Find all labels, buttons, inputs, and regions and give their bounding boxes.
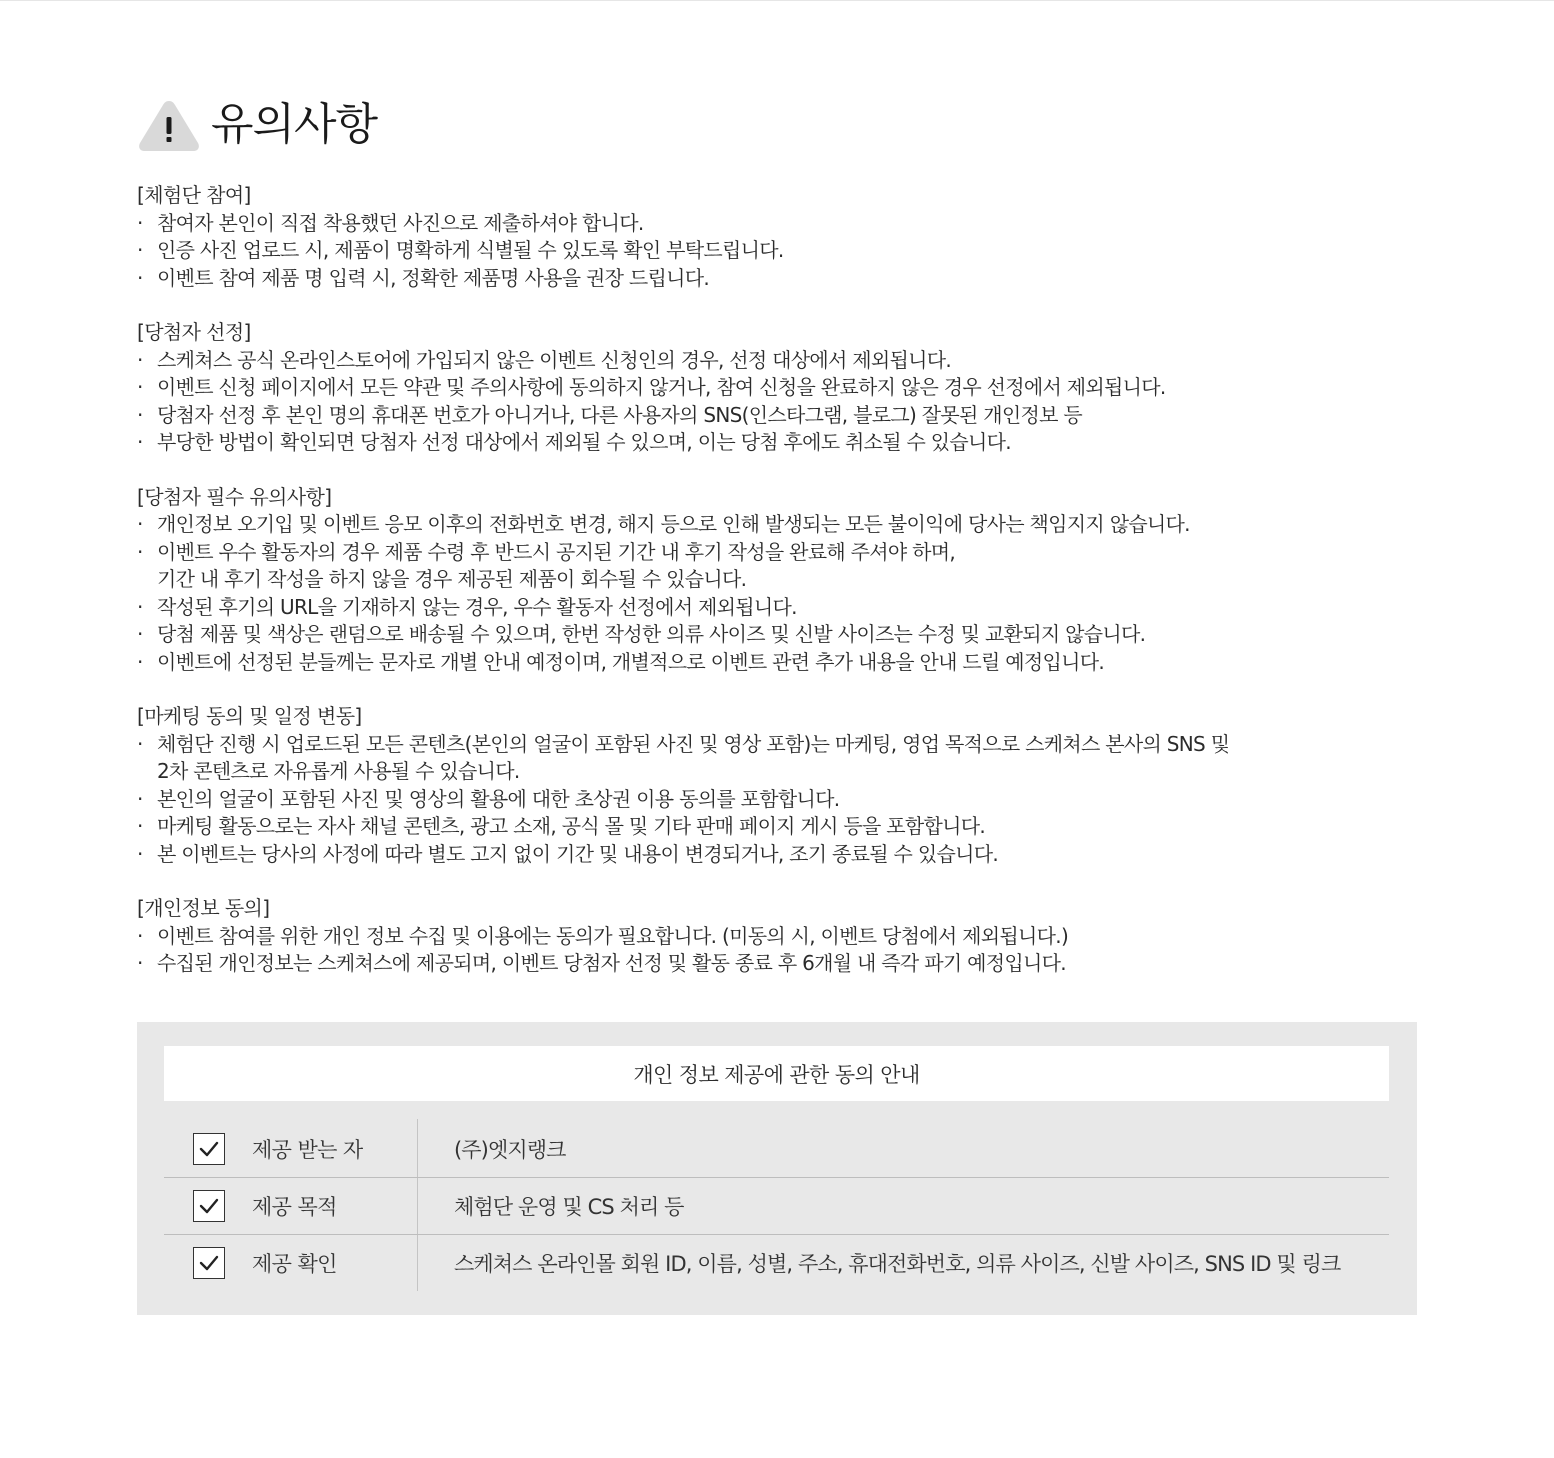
section-list: [137, 347, 1417, 457]
list-item: · 당첨 제품 및 색상은 랜덤으로 배송될 수 있으며, 한번 작성한 의류 사이즈 및 신발 사이즈는 수정 및 교환되지 않습니다.: [137, 621, 1417, 649]
consent-row: [164, 1177, 1389, 1234]
notice-section: [137, 96, 1417, 1005]
list-item: · 당첨자 선정 후 본인 명의 휴대폰 번호가 아니거나, 다른 사용자의 SNS(인스타그램, 블로그) 잘못된 개인정보 등: [137, 402, 1417, 430]
section-title: [체험단 참여]: [137, 183, 251, 207]
warning-icon: [137, 97, 201, 153]
list-item: · 스케쳐스 공식 온라인스토어에 가입되지 않은 이벤트 신청인의 경우, 선정 대상에서 제외됩니다.: [137, 347, 1417, 375]
column-divider: [417, 1235, 418, 1291]
check-icon: [198, 1254, 220, 1272]
section-title: [마케팅 동의 및 일정 변동]: [137, 704, 362, 728]
list-item: · 이벤트 우수 활동자의 경우 제품 수령 후 반드시 공지된 기간 내 후기 작성을 완료해 주셔야 하며, 기간 내 후기 작성을 하지 않을 경우 제공된 제품이 회수될 수 있습니다.: [137, 539, 1417, 594]
column-divider: [417, 1178, 418, 1234]
column-divider: [417, 1119, 418, 1177]
section-title: [개인정보 동의]: [137, 896, 270, 920]
list-item: · 이벤트 참여 제품 명 입력 시, 정확한 제품명 사용을 권장 드립니다.: [137, 265, 1417, 293]
section-title: [당첨자 선정]: [137, 320, 251, 344]
list-item: · 마케팅 활동으로는 자사 채널 콘텐츠, 광고 소재, 공식 몰 및 기타 판매 페이지 게시 등을 포함합니다.: [137, 813, 1417, 841]
consent-value: 체험단 운영 및 CS 처리 등: [454, 1195, 684, 1219]
notice-sections: [137, 182, 1417, 978]
page-title: 유의사항: [211, 99, 378, 150]
list-item: · 수집된 개인정보는 스케쳐스에 제공되며, 이벤트 당첨자 선정 및 활동 종료 후 6개월 내 즉각 파기 예정입니다.: [137, 950, 1417, 978]
notice-section-block: [137, 703, 1417, 868]
list-item: · 개인정보 오기입 및 이벤트 응모 이후의 전화번호 변경, 해지 등으로 인해 발생되는 모든 불이익에 당사는 책임지지 않습니다.: [137, 511, 1417, 539]
consent-row: [164, 1234, 1389, 1291]
list-item: · 이벤트 참여를 위한 개인 정보 수집 및 이용에는 동의가 필요합니다. (미동의 시, 이벤트 당첨에서 제외됩니다.): [137, 923, 1417, 951]
consent-label: 제공 목적: [252, 1195, 337, 1219]
notice-section-block: [137, 484, 1417, 677]
section-list: [137, 923, 1417, 978]
list-item: · 부당한 방법이 확인되면 당첨자 선정 대상에서 제외될 수 있으며, 이는 당첨 후에도 취소될 수 있습니다.: [137, 429, 1417, 457]
consent-table: [164, 1120, 1389, 1291]
section-title: [당첨자 필수 유의사항]: [137, 484, 332, 509]
notice-section-block: [137, 319, 1417, 457]
check-icon: [198, 1140, 220, 1158]
list-item: · 체험단 진행 시 업로드된 모든 콘텐츠(본인의 얼굴이 포함된 사진 및 영상 포함)는 마케팅, 영업 목적으로 스케쳐스 본사의 SNS 및 2차 콘텐츠로 자유롭게 사용될 수 있습니다.: [137, 731, 1417, 786]
list-item: · 이벤트에 선정된 분들께는 문자로 개별 안내 예정이며, 개별적으로 이벤트 관련 추가 내용을 안내 드릴 예정입니다.: [137, 649, 1417, 677]
list-item: · 작성된 후기의 URL을 기재하지 않는 경우, 우수 활동자 선정에서 제외됩니다.: [137, 594, 1417, 622]
notice-heading: [137, 96, 1417, 154]
consent-row: [164, 1120, 1389, 1177]
notice-section-block: [137, 182, 1417, 292]
section-list: [137, 210, 1417, 293]
section-list: [137, 731, 1417, 869]
consent-label: 제공 확인: [252, 1252, 337, 1276]
list-item: · 이벤트 신청 페이지에서 모든 약관 및 주의사항에 동의하지 않거나, 참여 신청을 완료하지 않은 경우 선정에서 제외됩니다.: [137, 374, 1417, 402]
consent-heading: 개인 정보 제공에 관한 동의 안내: [164, 1046, 1389, 1101]
notice-section-block: [137, 895, 1417, 978]
list-item: · 본인의 얼굴이 포함된 사진 및 영상의 활용에 대한 초상권 이용 동의를 포함합니다.: [137, 786, 1417, 814]
list-item: · 본 이벤트는 당사의 사정에 따라 별도 고지 없이 기간 및 내용이 변경되거나, 조기 종료될 수 있습니다.: [137, 841, 1417, 869]
list-item: · 참여자 본인이 직접 착용했던 사진으로 제출하셔야 합니다.: [137, 210, 1417, 238]
consent-checkbox[interactable]: [193, 1133, 225, 1165]
consent-value: (주)엣지랭크: [454, 1137, 566, 1162]
top-divider: [0, 0, 1554, 1]
list-item: · 인증 사진 업로드 시, 제품이 명확하게 식별될 수 있도록 확인 부탁드립니다.: [137, 237, 1417, 265]
consent-label: 제공 받는 자: [252, 1137, 363, 1162]
consent-value: 스케쳐스 온라인몰 회원 ID, 이름, 성별, 주소, 휴대전화번호, 의류 사이즈, 신발 사이즈, SNS ID 및 링크: [454, 1252, 1341, 1276]
consent-panel: [137, 1022, 1417, 1315]
check-icon: [198, 1197, 220, 1215]
consent-checkbox[interactable]: [193, 1247, 225, 1279]
section-list: [137, 511, 1417, 676]
consent-checkbox[interactable]: [193, 1190, 225, 1222]
